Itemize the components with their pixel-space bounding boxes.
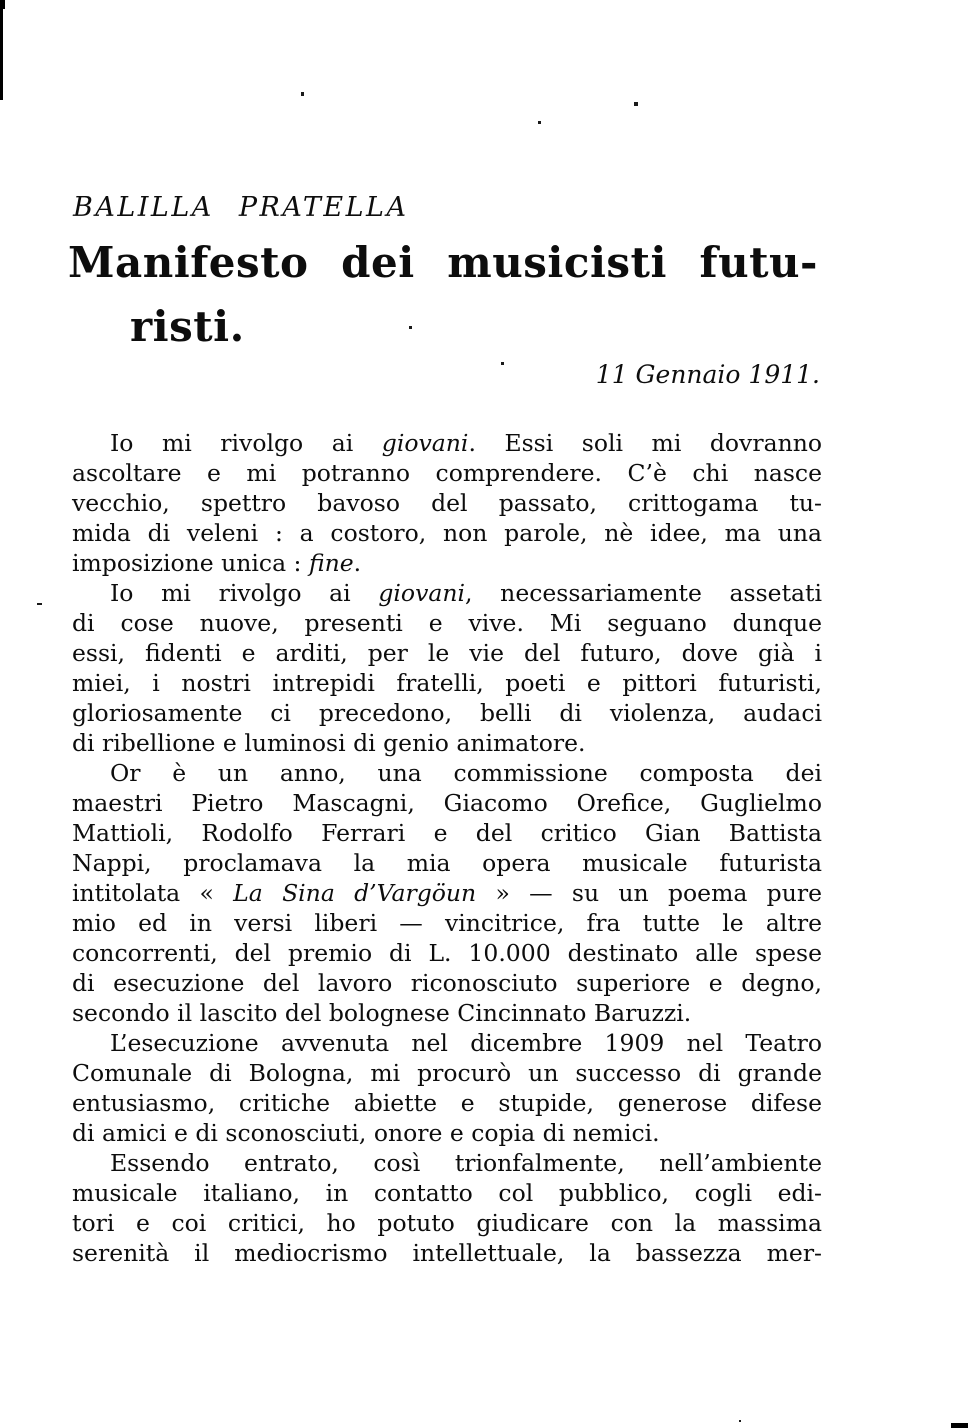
text-line	[72, 1178, 822, 1208]
paragraph	[72, 578, 822, 758]
title-line-2: risti.	[130, 302, 245, 351]
paragraph	[72, 428, 822, 578]
text-segment: di amici e di sconosciuti, onore e copia di nemici.	[72, 1119, 660, 1147]
scan-corner-mark	[951, 1423, 968, 1428]
text-segment: intitolata «	[72, 879, 234, 907]
document-body	[72, 428, 822, 1268]
text-segment: di esecuzione del lavoro riconosciuto superiore e degno,	[72, 969, 822, 997]
document-date: 11 Gennaio 1911.	[595, 360, 820, 389]
text-segment: Mattioli, Rodolfo Ferrari e del critico Gian Battista	[72, 819, 822, 847]
text-line	[72, 968, 822, 998]
text-segment: secondo il lascito del bolognese Cincinnato Baruzzi.	[72, 999, 692, 1027]
paragraph	[72, 758, 822, 1028]
italic-text-segment: fine	[308, 549, 354, 577]
text-segment: L’esecuzione avvenuta nel dicembre 1909 nel Teatro	[110, 1029, 822, 1057]
text-line	[72, 518, 822, 548]
text-line	[72, 818, 822, 848]
text-segment: Io mi rivolgo ai	[110, 429, 382, 457]
text-line	[72, 1058, 822, 1088]
text-line	[72, 638, 822, 668]
text-segment: mio ed in versi liberi — vincitrice, fra tutte le altre	[72, 909, 822, 937]
text-segment: musicale italiano, in contatto col pubblico, cogli edi-	[72, 1179, 822, 1207]
text-segment: Comunale di Bologna, mi procurò un successo di grande	[72, 1059, 822, 1087]
text-line	[72, 758, 822, 788]
text-segment: gloriosamente ci precedono, belli di violenza, audaci	[72, 699, 822, 727]
text-line	[72, 668, 822, 698]
text-segment: concorrenti, del premio di L. 10.000 destinato alle spese	[72, 939, 822, 967]
text-line	[72, 938, 822, 968]
text-segment: vecchio, spettro bavoso del passato, crittogama tu-	[72, 489, 822, 517]
text-line	[72, 1208, 822, 1238]
text-line	[72, 1238, 822, 1268]
text-segment: serenità il mediocrismo intellettuale, la bassezza mer-	[72, 1239, 822, 1267]
text-line	[72, 488, 822, 518]
text-line	[72, 728, 822, 758]
scan-speck	[301, 92, 304, 96]
scan-speck	[739, 1420, 741, 1422]
text-line	[72, 578, 822, 608]
text-segment: . Essi soli mi dovranno	[468, 429, 822, 457]
italic-text-segment: giovani	[381, 429, 469, 457]
text-segment: tori e coi critici, ho potuto giudicare con la massima	[72, 1209, 822, 1237]
scan-speck	[37, 603, 42, 605]
scan-edge-line-cap	[0, 0, 5, 9]
text-segment: , necessariamente assetati	[465, 579, 822, 607]
text-segment: ascoltare e mi potranno comprendere. C’è chi nasce	[72, 459, 822, 487]
text-segment: essi, fidenti e arditi, per le vie del futuro, dove già i	[72, 639, 822, 667]
text-segment: maestri Pietro Mascagni, Giacomo Orefice, Guglielmo	[72, 789, 822, 817]
text-line	[72, 878, 822, 908]
text-segment: .	[353, 549, 362, 577]
scan-speck	[538, 121, 541, 124]
text-line	[72, 1118, 822, 1148]
text-line	[72, 1148, 822, 1178]
text-segment: Io mi rivolgo ai	[110, 579, 379, 607]
text-line	[72, 1028, 822, 1058]
text-segment: di ribellione e luminosi di genio animatore.	[72, 729, 586, 757]
text-line	[72, 848, 822, 878]
italic-text-segment: giovani	[378, 579, 466, 607]
text-segment: Or è un anno, una commissione composta dei	[110, 759, 822, 787]
text-line	[72, 698, 822, 728]
text-line	[72, 458, 822, 488]
text-line	[72, 908, 822, 938]
text-segment: imposizione unica :	[72, 549, 309, 577]
title-line-1: Manifesto dei musicisti futu-	[68, 238, 818, 287]
text-segment: miei, i nostri intrepidi fratelli, poeti e pittori futuristi,	[72, 669, 822, 697]
text-segment: di cose nuove, presenti e vive. Mi seguano dunque	[72, 609, 822, 637]
text-segment: mida di veleni : a costoro, non parole, nè idee, ma una	[72, 519, 822, 547]
author-name: BALILLA PRATELLA	[73, 192, 409, 223]
text-line	[72, 548, 822, 578]
text-line	[72, 428, 822, 458]
document-title	[68, 231, 818, 359]
text-line	[72, 608, 822, 638]
text-line	[72, 788, 822, 818]
text-segment: Nappi, proclamava la mia opera musicale futurista	[72, 849, 822, 877]
text-segment: » — su un poema pure	[476, 879, 822, 907]
text-line	[72, 1088, 822, 1118]
text-segment: Essendo entrato, così trionfalmente, nell’ambiente	[110, 1149, 822, 1177]
text-segment: entusiasmo, critiche abiette e stupide, generose difese	[72, 1089, 822, 1117]
scan-speck	[634, 102, 638, 106]
scan-edge-line	[0, 0, 3, 100]
paragraph	[72, 1028, 822, 1148]
paragraph	[72, 1148, 822, 1268]
italic-text-segment: La Sina d’Vargöun	[233, 879, 477, 907]
text-line	[72, 998, 822, 1028]
